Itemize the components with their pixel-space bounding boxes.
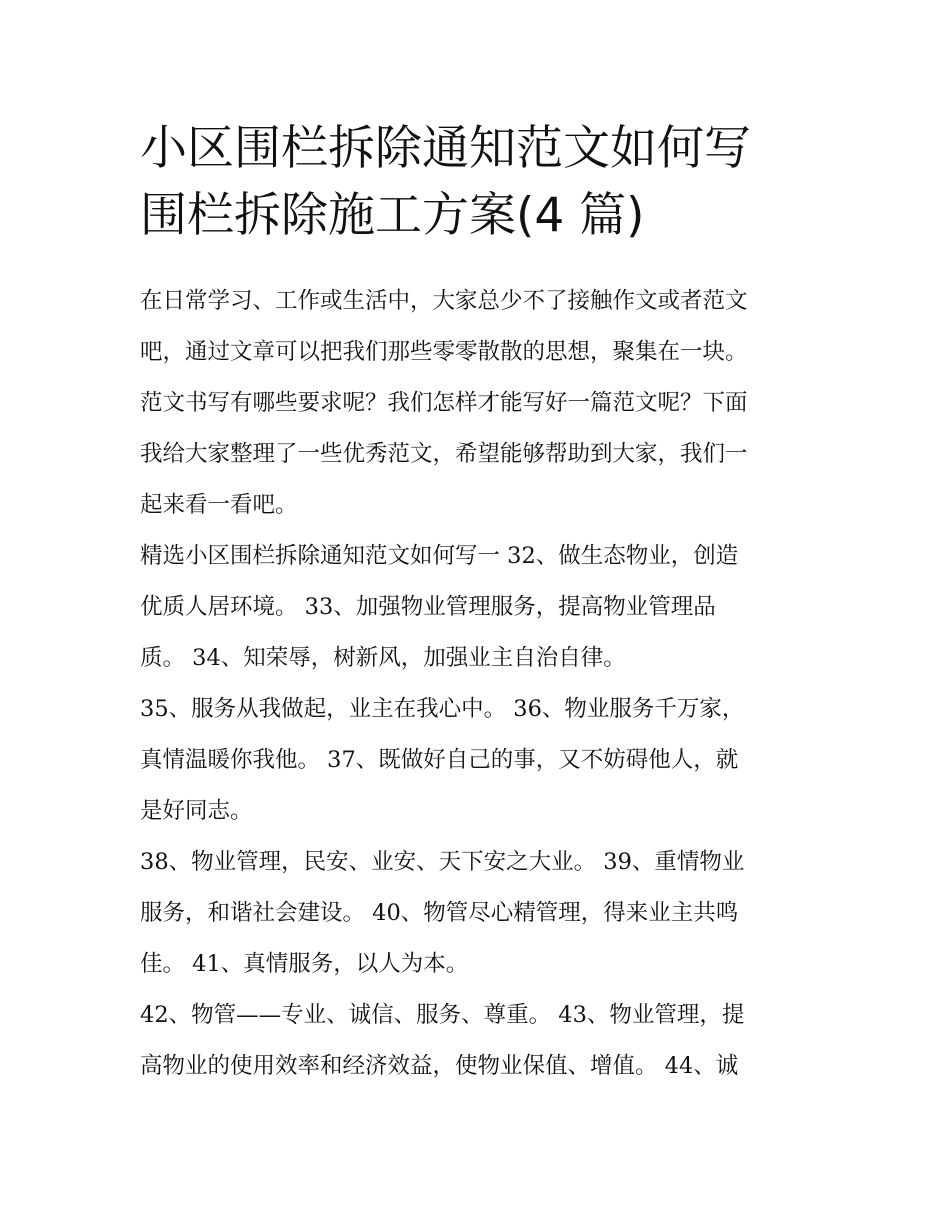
document-title xyxy=(140,115,830,249)
intro-paragraph xyxy=(140,276,830,531)
text-line: 吧，通过文章可以把我们那些零零散散的思想，聚集在一块。 xyxy=(140,339,748,365)
body-paragraph xyxy=(140,531,830,684)
text-line: 起来看一看吧。 xyxy=(140,492,298,518)
text-line: 服务，和谐社会建设。 40、物管尽心精管理，得来业主共鸣 xyxy=(140,900,739,926)
text-line: 在日常学习、工作或生活中，大家总少不了接触作文或者范文 xyxy=(140,288,748,314)
text-line: 真情温暖你我他。 37、既做好自己的事，又不妨碍他人，就 xyxy=(140,747,739,773)
body-paragraph xyxy=(140,837,830,990)
text-line: 质。 34、知荣辱，树新风，加强业主自治自律。 xyxy=(140,645,626,671)
text-line: 是好同志。 xyxy=(140,798,253,824)
text-line: 精选小区围栏拆除通知范文如何写一 32、做生态物业，创造 xyxy=(140,543,739,569)
text-line: 我给大家整理了一些优秀范文，希望能够帮助到大家，我们一 xyxy=(140,441,748,467)
text-line: 优质人居环境。 33、加强物业管理服务，提高物业管理品 xyxy=(140,594,716,620)
text-line: 38、物业管理，民安、业安、天下安之大业。 39、重情物业 xyxy=(140,849,745,875)
text-line: 范文书写有哪些要求呢？我们怎样才能写好一篇范文呢？下面 xyxy=(140,390,748,416)
title-line: 小区围栏拆除通知范文如何写 xyxy=(140,121,751,176)
text-line: 35、服务从我做起，业主在我心中。 36、物业服务千万家， xyxy=(140,696,745,722)
body-paragraph xyxy=(140,990,830,1092)
title-line: 围栏拆除施工方案(4 篇) xyxy=(140,188,645,243)
text-line: 高物业的使用效率和经济效益，使物业保值、增值。 44、诚 xyxy=(140,1053,739,1079)
text-line: 佳。 41、真情服务，以人为本。 xyxy=(140,951,469,977)
text-line: 42、物管——专业、诚信、服务、尊重。 43、物业管理，提 xyxy=(140,1002,745,1028)
document-body xyxy=(140,276,830,1092)
body-paragraph xyxy=(140,684,830,837)
